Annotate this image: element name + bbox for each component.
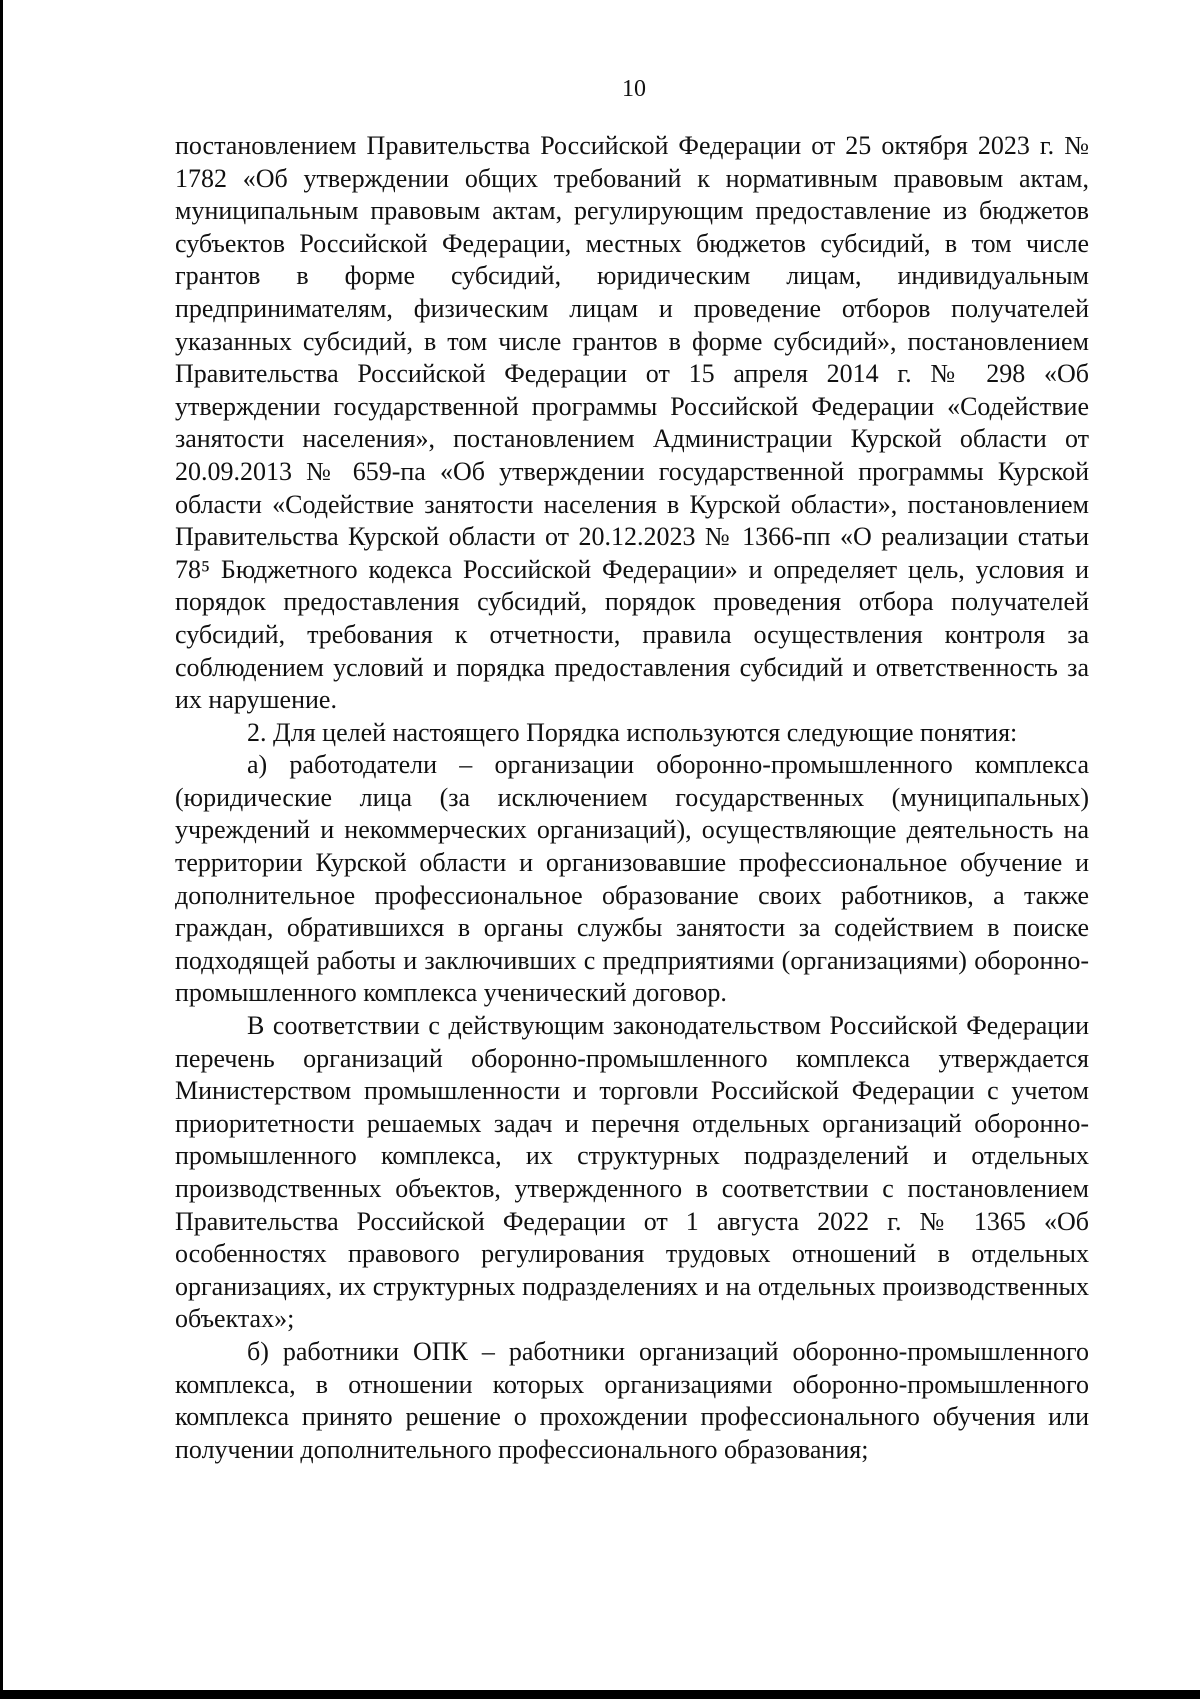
- page-number: 10: [622, 76, 646, 102]
- paragraph-definition-opk-workers: б) работники ОПК – работники организаций оборонно-промышленного комплекса, в отношении которых организациями оборонно-промышленного комплекса принято решение о прохождении профессионального обучения или получении дополнительного профессионального образования;: [175, 1336, 1089, 1464]
- paragraph-definitions-intro: 2. Для целей настоящего Порядка используются следующие понятия:: [247, 717, 1018, 747]
- paragraph-definition-employers: а) работодатели – организации оборонно-промышленного комплекса (юридические лица (за исключением государственных (муниципальных) учреждений и некоммерческих организаций), осуществляющие деятельность на территории Курской области и организовавшие профессиональное обучение и дополнительное профессиональное образование своих работников, а также граждан, обратившихся в органы службы занятости за содействием в поиске подходящей работы и заключивших с предприятиями (организациями) оборонно-промышленного комплекса ученический договор.: [175, 750, 1089, 1008]
- paragraph-legal-basis: постановлением Правительства Российской Федерации от 25 октября 2023 г. № 1782 «Об утверждении общих требований к нормативным правовым актам, муниципальным правовым актам, регулирующим предоставление из бюджетов субъектов Российской Федерации, местных бюджетов субсидий, в том числе грантов в форме субсидий, юридическим лицам, индивидуальным предпринимателям, физическим лицам и проведение отборов получателей указанных субсидий, в том числе грантов в форме субсидий», постановлением Правительства Российской Федерации от 15 апреля 2014 г. № 298 «Об утверждении государственной программы Российской Федерации «Содействие занятости населения», постановлением Администрации Курской области от 20.09.2013 № 659-па «Об утверждении государственной программы Курской области «Содействие занятости населения в Курской области», постановлением Правительства Курской области от 20.12.2023 № 1366-пп «О реализации статьи 78⁵ Бюджетного кодекса Российской Федерации» и определяет цель, условия и порядок предоставления субсидий, порядок проведения отбора получателей субсидий, требования к отчетности, правила осуществления контроля за соблюдением условий и порядка предоставления субсидий и ответственность за их нарушение.: [175, 131, 1089, 715]
- paragraph-opk-list: В соответствии с действующим законодательством Российской Федерации перечень организаций оборонно-промышленного комплекса утверждается Министерством промышленности и торговли Российской Федерации с учетом приоритетности решаемых задач и перечня отдельных организаций оборонно-промышленного комплекса, их структурных подразделений и отдельных производственных объектов, утвержденного в соответствии с постановлением Правительства Российской Федерации от 1 августа 2022 г. № 1365 «Об особенностях правового регулирования трудовых отношений в отдельных организациях, их структурных подразделениях и на отдельных производственных объектах»;: [175, 1011, 1089, 1334]
- scan-edge-left: [0, 0, 3, 1690]
- document-body: [175, 130, 1089, 1466]
- scan-edge-bottom: [0, 1690, 1200, 1699]
